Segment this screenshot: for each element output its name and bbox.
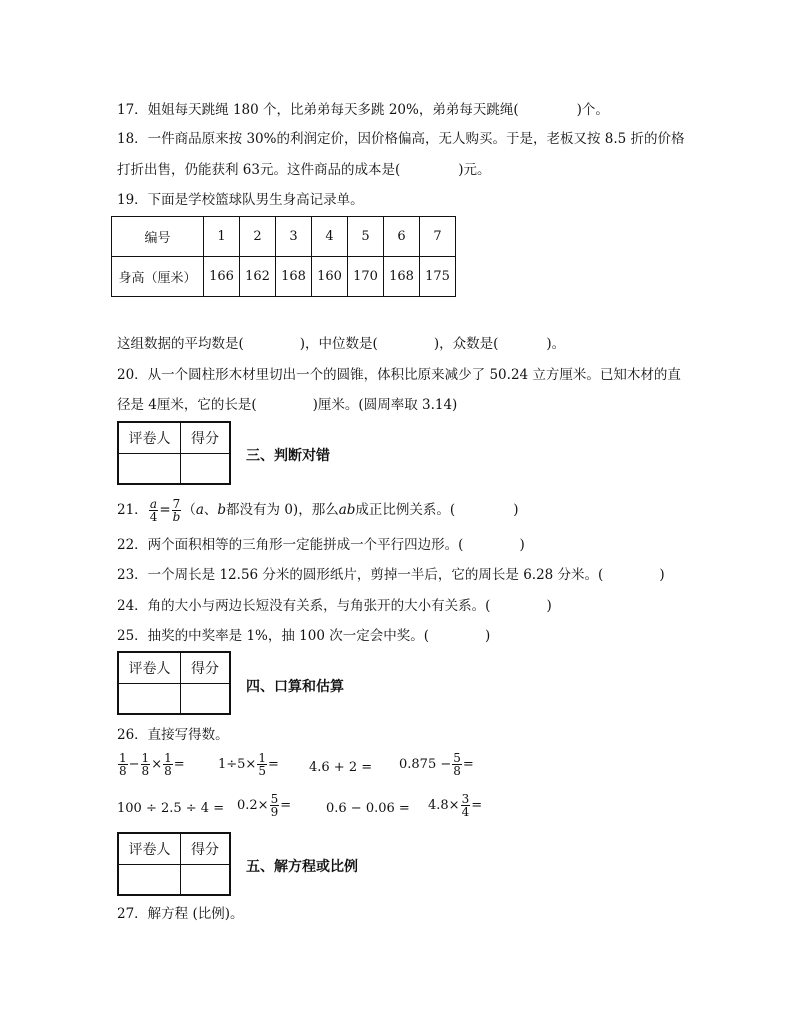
numerator: 1 — [258, 751, 266, 765]
denominator: 4 — [461, 805, 470, 819]
operator: = — [267, 757, 279, 772]
score-label: 得分 — [181, 423, 229, 454]
question-24 — [117, 596, 552, 616]
math-expression-3: 4.6 + 2 = — [309, 760, 373, 775]
numerator: 1 — [141, 751, 150, 765]
numerator: 1 — [164, 751, 172, 765]
numerator: 1 — [119, 751, 127, 765]
q18-suffix: )元。 — [458, 162, 491, 178]
q19-text: )，中位数是( — [299, 336, 378, 352]
q18-text: 打折出售，仍能获利 63元。这件商品的成本是( — [117, 162, 401, 178]
expression-text: 0.2× — [237, 798, 269, 813]
fraction — [163, 752, 173, 777]
q19-text: )，众数是( — [433, 336, 499, 352]
fraction — [149, 498, 159, 523]
q22-end: ) — [519, 537, 525, 553]
question-20-line2 — [117, 395, 457, 415]
table-cell: 168 — [276, 257, 312, 297]
q19-text: )。 — [546, 336, 566, 352]
denominator: 8 — [141, 764, 150, 778]
score-box — [117, 421, 231, 485]
q23-text: 23．一个周长是 12.56 分米的圆形纸片，剪掉一半后，它的周长是 6.28 分米。( — [117, 567, 604, 583]
denominator: 8 — [453, 764, 461, 778]
numerator: a — [149, 497, 158, 511]
math-expression-7: 0.6 − 0.06 = — [326, 801, 410, 816]
score-field[interactable] — [181, 684, 229, 713]
expression-text: 1÷5× — [218, 757, 257, 772]
score-label: 得分 — [181, 653, 229, 684]
math-expression-1 — [117, 752, 185, 777]
table-header-cell: 身高（厘米） — [112, 257, 204, 297]
q20-text: 径是 4厘米，它的长是( — [117, 397, 257, 413]
score-box — [117, 832, 231, 896]
question-27: 27．解方程 (比例)。 — [117, 906, 244, 922]
math-expression-6 — [237, 793, 291, 818]
q21-var: ab — [338, 502, 356, 518]
table-header-cell: 编号 — [112, 217, 204, 257]
q21-text: （ — [182, 502, 196, 518]
expression-text: 0.875 − — [399, 757, 452, 772]
q22-text: 22．两个面积相等的三角形一定能拼成一个平行四边形。( — [117, 537, 464, 553]
expression-text: 4.8× — [428, 798, 460, 813]
math-expression-4 — [399, 752, 474, 777]
table-cell: 160 — [312, 257, 348, 297]
score-field[interactable] — [181, 865, 229, 894]
reviewer-label: 评卷人 — [119, 653, 181, 684]
table-cell: 5 — [348, 217, 384, 257]
question-19-answers — [117, 334, 565, 354]
fraction — [452, 752, 462, 777]
q24-end: ) — [546, 598, 552, 614]
table-cell: 1 — [204, 217, 240, 257]
numerator: 5 — [453, 751, 461, 765]
reviewer-field[interactable] — [119, 865, 181, 894]
reviewer-label: 评卷人 — [119, 834, 181, 865]
denominator: 5 — [258, 764, 266, 778]
operator: = — [280, 798, 292, 813]
operator: = — [462, 757, 474, 772]
fraction — [118, 752, 128, 777]
denominator: 8 — [119, 764, 127, 778]
q19-text: 这组数据的平均数是( — [117, 336, 244, 352]
operator: = — [471, 798, 483, 813]
question-18-line2 — [117, 160, 491, 180]
q24-text: 24．角的大小与两边长短没有关系，与角张开的大小有关系。( — [117, 598, 491, 614]
q21-var: a — [195, 502, 204, 518]
table-cell: 168 — [384, 257, 420, 297]
fraction — [172, 498, 182, 523]
table-cell: 166 — [204, 257, 240, 297]
fraction — [461, 793, 471, 818]
score-field[interactable] — [181, 454, 229, 483]
score-label: 得分 — [181, 834, 229, 865]
table-cell: 175 — [420, 257, 456, 297]
fraction — [257, 752, 267, 777]
fraction — [141, 752, 151, 777]
table-cell: 162 — [240, 257, 276, 297]
question-17 — [117, 100, 609, 120]
question-23 — [117, 565, 665, 585]
operator: = — [173, 757, 185, 772]
question-19: 19．下面是学校篮球队男生身高记录单。 — [117, 192, 364, 208]
section-title-4: 四、口算和估算 — [246, 679, 344, 695]
question-20-line1: 20．从一个圆柱形木材里切出一个的圆锥，体积比原来减少了 50.24 立方厘米。已知木材的直 — [117, 367, 681, 383]
q17-text: 17．姐姐每天跳绳 180 个，比弟弟每天多跳 20%，弟弟每天跳绳( — [117, 102, 519, 118]
q21-text: 、 — [203, 502, 218, 518]
q21-text: 都没有为 0)，那么 — [226, 502, 339, 518]
q21-end: ) — [513, 502, 519, 518]
q21-var: b — [217, 502, 227, 518]
question-25 — [117, 626, 490, 646]
numerator: 3 — [461, 792, 470, 806]
q25-text: 25．抽奖的中奖率是 1%，抽 100 次一定会中奖。( — [117, 628, 430, 644]
reviewer-field[interactable] — [119, 684, 181, 713]
reviewer-field[interactable] — [119, 454, 181, 483]
q20-suffix: )厘米。(圆周率取 3.14) — [312, 397, 458, 413]
math-expression-2 — [218, 752, 279, 777]
q21-text: 成正比例关系。( — [355, 502, 456, 518]
denominator: 9 — [270, 805, 279, 819]
operator: × — [151, 757, 163, 772]
table-cell: 2 — [240, 217, 276, 257]
section-title-5: 五、解方程或比例 — [246, 859, 358, 875]
table-row — [112, 217, 456, 257]
section-title-3: 三、判断对错 — [246, 448, 330, 464]
table-cell: 170 — [348, 257, 384, 297]
question-26: 26．直接写得数。 — [117, 727, 229, 743]
operator: − — [128, 757, 140, 772]
score-box — [117, 651, 231, 715]
numerator: 7 — [172, 497, 181, 511]
q17-suffix: )个。 — [576, 102, 609, 118]
q23-end: ) — [659, 567, 665, 583]
denominator: 4 — [149, 510, 158, 524]
math-expression-5: 100 ÷ 2.5 ÷ 4 = — [117, 801, 225, 816]
height-table — [111, 216, 456, 297]
question-18-line1: 18．一件商品原来按 30%的利润定价，因价格偏高，无人购买。于是，老板又按 8.5 折的价格 — [117, 131, 685, 147]
question-21: 21． $\frac{a}{4}$ = $\frac{7}{b}$ （a、b都没有为 0)，那么ab成正比例关系。( ) — [117, 497, 519, 524]
table-cell: 4 — [312, 217, 348, 257]
question-22 — [117, 535, 525, 555]
q21-number: 21． — [117, 502, 148, 518]
q25-end: ) — [485, 628, 491, 644]
fraction — [270, 793, 280, 818]
math-expression-8 — [428, 793, 482, 818]
reviewer-label: 评卷人 — [119, 423, 181, 454]
table-cell: 3 — [276, 217, 312, 257]
table-row — [112, 257, 456, 297]
denominator: b — [172, 510, 181, 524]
denominator: 8 — [164, 764, 172, 778]
table-cell: 7 — [420, 217, 456, 257]
table-cell: 6 — [384, 217, 420, 257]
numerator: 5 — [270, 792, 279, 806]
